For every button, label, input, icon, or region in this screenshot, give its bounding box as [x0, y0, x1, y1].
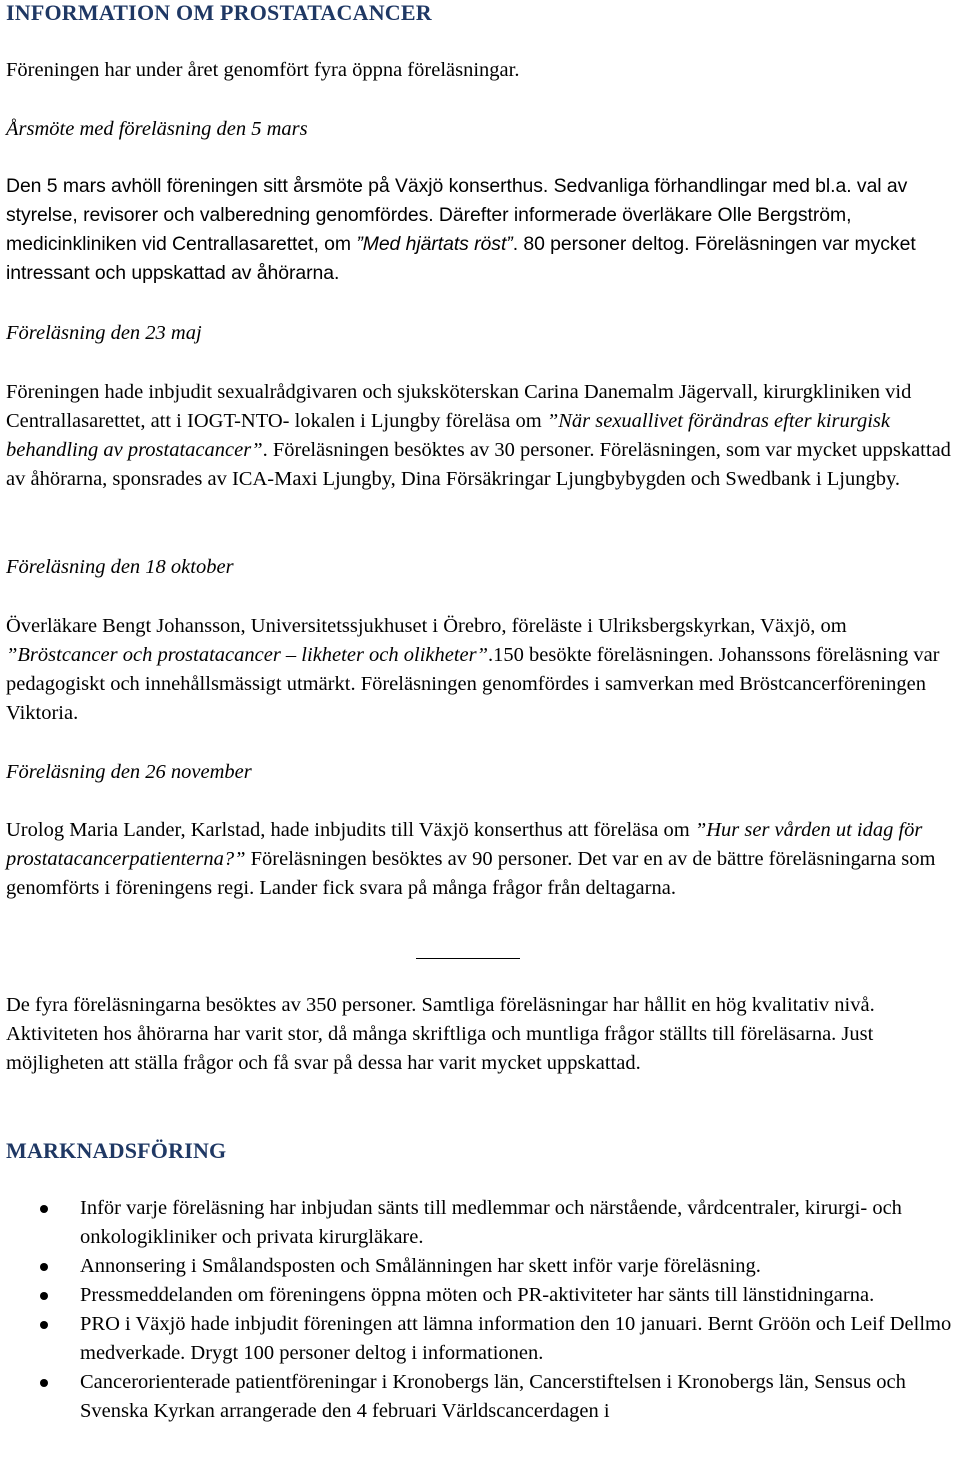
- list-item: [6, 1310, 954, 1368]
- oktober-lecture-title: ”Bröstcancer och prostatacancer – likheter och olikheter”: [6, 644, 489, 666]
- november-text-b: Föreläsningen besöktes av 90 personer. Det var en av de bättre föreläsningarna som genomförts i föreningens regi. Lander fick svara på många frågor från deltagarna.: [6, 848, 936, 899]
- november-text-a: Urolog Maria Lander, Karlstad, hade inbjudits till Växjö konserthus att föreläsa om: [6, 819, 695, 841]
- paragraph-maj: [6, 378, 954, 494]
- list-item-text: Annonsering i Smålandsposten och Smålänningen har skett inför varje föreläsning.: [80, 1255, 761, 1277]
- list-item: [6, 1194, 954, 1252]
- list-item: [6, 1281, 954, 1310]
- maj-lecture-title: ”När sexuallivet förändras efter kirurgisk behandling av prostatacancer”: [6, 410, 890, 461]
- maj-text-b: . Föreläsningen besöktes av 30 personer. Föreläsningen, som var mycket uppskattad av åhörarna, sponsrades av ICA-Maxi Ljungby, Dina Försäkringar Ljungbybygden och Swedbank i Ljungby.: [6, 439, 951, 490]
- paragraph-oktober: [6, 612, 954, 728]
- bullet-icon: [40, 1205, 48, 1213]
- heading-maj: Föreläsning den 23 maj: [6, 322, 202, 344]
- arsmote-text-b: . 80 personer deltog. Föreläsningen var mycket intressant och uppskattad av åhörarna.: [6, 233, 916, 284]
- bullet-icon: [40, 1292, 48, 1300]
- paragraph-november: [6, 816, 954, 903]
- summary-paragraph: De fyra föreläsningarna besöktes av 350 personer. Samtliga föreläsningar har hållit en hög kvalitativ nivå. Aktiviteten hos åhörarna har varit stor, då många skriftliga och muntliga frågor ställts till föreläsarna. Just möjligheten att ställa frågor och få svar på dessa har varit mycket uppskattad.: [6, 994, 875, 1074]
- list-item: [6, 1252, 954, 1281]
- section-divider: [416, 958, 520, 959]
- list-item-text: PRO i Växjö hade inbjudit föreningen att lämna information den 10 januari. Bernt Gröön och Leif Dellmo medverkade. Drygt 100 personer deltog i informationen.: [80, 1313, 952, 1364]
- list-item-text: Inför varje föreläsning har inbjudan sänts till medlemmar och närstående, vårdcentraler, kirurgi- och onkologikliniker och privata kirurgläkare.: [80, 1197, 902, 1248]
- marketing-list: [6, 1194, 954, 1426]
- paragraph-arsmote: [6, 172, 954, 288]
- bullet-icon: [40, 1263, 48, 1271]
- oktober-text-a: Överläkare Bengt Johansson, Universitetssjukhuset i Örebro, föreläste i Ulriksbergskyrkan, Växjö, om: [6, 615, 847, 637]
- section-title-marketing: MARKNADSFÖRING: [6, 1138, 227, 1163]
- arsmote-lecture-title: ”Med hjärtats röst”: [356, 233, 513, 255]
- list-item-text: Cancerorienterade patientföreningar i Kronobergs län, Cancerstiftelsen i Kronobergs län, Sensus och Svenska Kyrkan arrangerade den 4 februari Världscancerdagen i: [80, 1371, 906, 1422]
- heading-arsmote: Årsmöte med föreläsning den 5 mars: [6, 118, 308, 140]
- bullet-icon: [40, 1379, 48, 1387]
- arsmote-text-a: Den 5 mars avhöll föreningen sitt årsmöte på Växjö konserthus. Sedvanliga förhandlingar med bl.a. val av styrelse, revisorer och valberedning genomfördes. Därefter informerade överläkare Olle Bergström, medicinkliniken vid Centrallasarettet, om: [6, 175, 908, 255]
- november-lecture-title: ”Hur ser vården ut idag för prostatacancerpatienterna?”: [6, 819, 923, 870]
- list-item: [6, 1368, 954, 1426]
- maj-text-a: Föreningen hade inbjudit sexualrådgivaren och sjuksköterskan Carina Danemalm Jägervall, kirurgkliniken vid Centrallasarettet, att i IOGT-NTO- lokalen i Ljungby föreläsa om: [6, 381, 912, 432]
- list-item-text: Pressmeddelanden om föreningens öppna möten och PR-aktiviteter har sänts till länstidningarna.: [80, 1284, 875, 1306]
- bullet-icon: [40, 1321, 48, 1329]
- heading-oktober: Föreläsning den 18 oktober: [6, 556, 234, 578]
- oktober-text-b: .150 besökte föreläsningen. Johanssons föreläsning var pedagogiskt och innehållsmässigt utmärkt. Föreläsningen genomfördes i samverkan med Bröstcancerföreningen Viktoria.: [6, 644, 940, 724]
- section-title-information: INFORMATION OM PROSTATACANCER: [6, 0, 432, 25]
- heading-november: Föreläsning den 26 november: [6, 761, 252, 783]
- intro-paragraph: Föreningen har under året genomfört fyra öppna föreläsningar.: [6, 59, 520, 81]
